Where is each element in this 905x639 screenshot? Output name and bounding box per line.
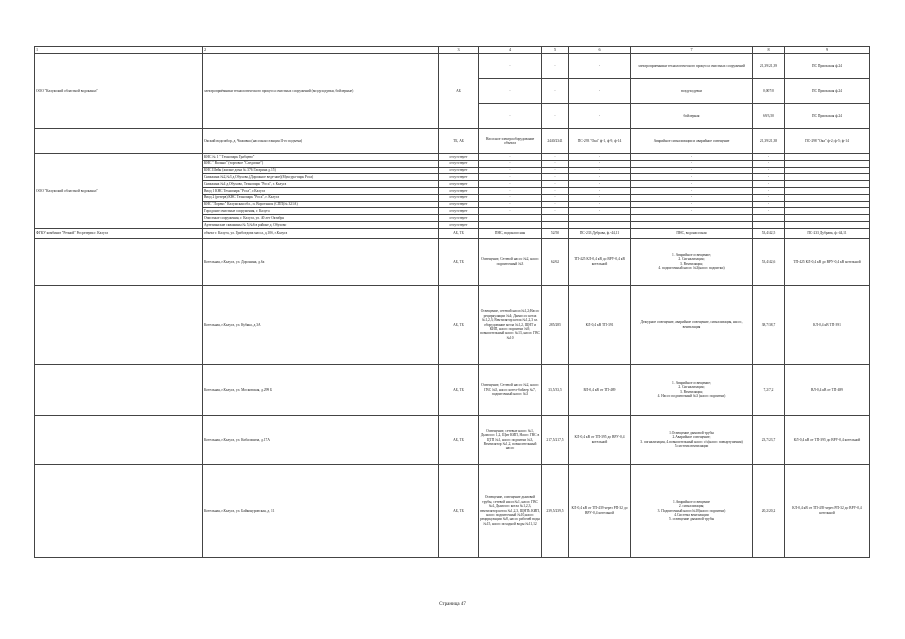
table-cell bbox=[35, 285, 203, 364]
table-cell: Окский водозабор, д. Чижовка (насосная станция II-го подъема) bbox=[203, 129, 439, 154]
table-cell: ПНС, водонасосная bbox=[631, 228, 753, 238]
table-cell: - bbox=[542, 174, 569, 181]
table-cell: - bbox=[479, 208, 542, 215]
table-cell: отсутствует bbox=[439, 221, 479, 228]
table-cell bbox=[785, 154, 870, 161]
table-cell: Котельная, г.Калуга, ул. Доронина, д.6а bbox=[203, 238, 439, 285]
table-cell: - bbox=[479, 187, 542, 194]
table-cell: ВЛ-0,4 кВ от ТП-489 bbox=[569, 364, 631, 415]
table-cell: 0,007/0 bbox=[753, 79, 785, 104]
table-cell: - bbox=[631, 187, 753, 194]
table-cell: - bbox=[569, 187, 631, 194]
table-cell: 52/50 bbox=[542, 228, 569, 238]
table-cell bbox=[785, 201, 870, 208]
table-cell: АБ, ТБ bbox=[439, 464, 479, 557]
table-cell: КЛ-0,4 кВ ТП-391 bbox=[569, 285, 631, 364]
table-cell: - bbox=[569, 208, 631, 215]
table-row bbox=[35, 154, 870, 161]
table-cell bbox=[569, 221, 631, 228]
table-cell: отсутствует bbox=[439, 181, 479, 188]
table-cell: - bbox=[542, 187, 569, 194]
table-cell: - bbox=[542, 79, 569, 104]
table-cell: - bbox=[631, 194, 753, 201]
table-cell: ПС-293 "Ока" ф-1, ф-9, ф-14 bbox=[569, 129, 631, 154]
table-cell: КЛ-0,4 кВ от ТП-395 до ВРУ-0,4 котельной bbox=[785, 415, 870, 464]
table-cell bbox=[785, 174, 870, 181]
table-cell: - bbox=[542, 104, 569, 129]
table-cell: электроприемники технологического процесса очистных сооружений bbox=[631, 54, 753, 79]
table-cell bbox=[569, 215, 631, 222]
table-cell: - bbox=[542, 167, 569, 174]
table-cell: ТП-425 КЛ-0,4 кВ до ВРУ-0,4 кВ котельной bbox=[785, 238, 870, 285]
table-cell: - bbox=[631, 154, 753, 161]
column-header: 5 bbox=[542, 47, 569, 54]
table-cell: - bbox=[479, 167, 542, 174]
column-header: 3 bbox=[439, 47, 479, 54]
table-cell: отсутствует bbox=[439, 187, 479, 194]
table-cell: 2440/2341 bbox=[542, 129, 569, 154]
table-row bbox=[35, 228, 870, 238]
table-cell: АБ, ТБ bbox=[439, 228, 479, 238]
table-cell: - bbox=[753, 194, 785, 201]
table-cell bbox=[35, 129, 203, 154]
table-cell: ПС-233 Дубрава, ф.-44,11 bbox=[785, 228, 870, 238]
table-cell: - bbox=[569, 154, 631, 161]
table-cell: КЛ-0,4 кВ от ТП-439 через РП-32 до ВРУ-0,4 котельной bbox=[569, 464, 631, 557]
table-cell: АБ, ТБ bbox=[439, 415, 479, 464]
table-cell: АБ bbox=[439, 54, 479, 129]
organization-cell: ФГКУ комбинат "Речной" Росрезерва г. Калуга bbox=[35, 228, 203, 238]
table-cell bbox=[785, 160, 870, 167]
table-cell: ПС Приокская ф.24 bbox=[785, 54, 870, 79]
table-cell: Ввод 1 КНС Технопарк "Роса", г.Калуга bbox=[203, 187, 439, 194]
table-cell: - bbox=[753, 201, 785, 208]
table-cell bbox=[785, 208, 870, 215]
table-cell: - bbox=[479, 154, 542, 161]
table-cell: - bbox=[753, 160, 785, 167]
table-cell: - bbox=[631, 160, 753, 167]
table-cell: ТБ, АБ bbox=[439, 129, 479, 154]
table-cell: - bbox=[479, 194, 542, 201]
table-cell: - bbox=[479, 104, 542, 129]
table-cell: - bbox=[753, 187, 785, 194]
table-cell: - bbox=[631, 181, 753, 188]
table-row bbox=[35, 238, 870, 285]
table-cell: - bbox=[569, 194, 631, 201]
table-cell bbox=[753, 221, 785, 228]
table-cell: электроприёмники технологического процесса очистных сооружений (воздуходувки, бойлерные) bbox=[203, 54, 439, 129]
table-cell: - bbox=[753, 174, 785, 181]
table-cell: Скважина №4 д.Обухово, Технопарк "Роса", г. Калуга bbox=[203, 181, 439, 188]
table-cell: - bbox=[479, 79, 542, 104]
table-cell bbox=[753, 215, 785, 222]
table-cell: - bbox=[542, 201, 569, 208]
table-cell: - bbox=[569, 160, 631, 167]
table-row bbox=[35, 464, 870, 557]
table-cell: КЛ-0,4 кВ от ТП-439 через РП-32 до ВРУ-0,4 котельной bbox=[785, 464, 870, 557]
table-cell: КНС № 1 " Технопарк Грабцево" bbox=[203, 154, 439, 161]
table-cell: воздуходувки bbox=[631, 79, 753, 104]
table-cell: - bbox=[569, 104, 631, 129]
table-cell bbox=[479, 215, 542, 222]
table-cell: - bbox=[631, 167, 753, 174]
table-cell: Артезианские скважины № 5,№6 в районе д. Обухово bbox=[203, 221, 439, 228]
table-cell: Котельная, г.Калуга, ул. Байконуровская, д. 11 bbox=[203, 464, 439, 557]
column-header: 6 bbox=[569, 47, 631, 54]
table-cell bbox=[785, 181, 870, 188]
table-cell: ПС Приокская ф.24 bbox=[785, 104, 870, 129]
column-header: 4 bbox=[479, 47, 542, 54]
table-cell: Насосное электрооборудование объекта bbox=[479, 129, 542, 154]
column-header: 7 bbox=[631, 47, 753, 54]
table-cell bbox=[785, 215, 870, 222]
table-cell: Скважина №2,№3 д.Обухово,(Дорожное веде-ние)(Муксура-парк Роса) bbox=[203, 174, 439, 181]
table-cell: Аварийное сигнализации и аварийное освещение bbox=[631, 129, 753, 154]
table-cell: 21,39/21,39 bbox=[753, 54, 785, 79]
table-cell: Освещение, Сетевой насос №2, насос ГВС №5, насос котел-бойлер №7, подпиточный насос №3 bbox=[479, 364, 542, 415]
table-cell: - bbox=[542, 181, 569, 188]
table-cell: 285/285 bbox=[542, 285, 569, 364]
table-cell: отсутствует bbox=[439, 215, 479, 222]
table-cell: - bbox=[569, 79, 631, 104]
column-header: 9 bbox=[785, 47, 870, 54]
table-cell: ПС-298 "Ока" ф-2; ф-5; ф-14 bbox=[785, 129, 870, 154]
table-row bbox=[35, 364, 870, 415]
table-cell: КЛ-0,4 кВ от ТП-395 до ВРУ-0,4 котельной bbox=[569, 415, 631, 464]
table-cell bbox=[785, 221, 870, 228]
table-cell: ПС-233 Дубрава, ф.-44,11 bbox=[569, 228, 631, 238]
table-cell bbox=[542, 221, 569, 228]
table-row bbox=[35, 415, 870, 464]
table-cell bbox=[35, 464, 203, 557]
header-row bbox=[35, 47, 870, 54]
table-cell: - bbox=[542, 154, 569, 161]
table-cell: 1.Аварийное освещение 2. сигнализация; 3. Подпиточный насос№10(насос подпитки) 4.Система вентиляции 5. освещение дымовой трубы bbox=[631, 464, 753, 557]
table-cell: отсутствует bbox=[439, 167, 479, 174]
table-cell: Городские очистные сооружения, г. Калуга bbox=[203, 208, 439, 215]
table-cell: - bbox=[569, 201, 631, 208]
table-cell: Освещение, Сетевой насос №2, насос подпиточный №3 bbox=[479, 238, 542, 285]
table-cell bbox=[542, 215, 569, 222]
table-cell: Освещение, сетевые насос №1, Дымосос 1,2, Щит КИП, Насос ГВС в ЦТП №1, насос подпитки №3, Вентилятор №1,2, повысительный насос bbox=[479, 415, 542, 464]
page-number: Страница 47 bbox=[439, 602, 466, 607]
table-cell: - bbox=[542, 54, 569, 79]
table-cell: Освещение, сетевой насос№1,2;Насос рециркуляции №4; Дымосос котла №1,2,3; Вентилятор котла №1,2,3 эл. оборудование котла №1,2, ЩНТ и КИП, насос подпитки №9, повысительный насос №13, насос ГВС №10 bbox=[479, 285, 542, 364]
table-cell: отсутствует bbox=[439, 160, 479, 167]
table-cell: 1. Аварийное освещение; 2. Сигнализация; 3. Вентиляция; 4. подпиточный насос №3(насос подпитки) bbox=[631, 238, 753, 285]
table-cell: Котельная, г.Калуга, ул. Московская, д.299 Б bbox=[203, 364, 439, 415]
table-cell: 239,5/239,5 bbox=[542, 464, 569, 557]
column-header: 8 bbox=[753, 47, 785, 54]
table-cell: - bbox=[569, 174, 631, 181]
table-cell: 38,7/38,7 bbox=[753, 285, 785, 364]
table-cell: отсутствует bbox=[439, 194, 479, 201]
table-cell: - bbox=[753, 181, 785, 188]
table-cell: Очистные сооружения, г. Калуга, ул. 40 лет Октября bbox=[203, 215, 439, 222]
table-cell: 21,39/21,38 bbox=[753, 129, 785, 154]
table-cell: 20,2/20,2 bbox=[753, 464, 785, 557]
table-row bbox=[35, 129, 870, 154]
table-cell bbox=[785, 187, 870, 194]
table-cell: КНС Шейн (жилые дома № 376 Гагарина д.15) bbox=[203, 167, 439, 174]
organization-cell: ООО "Калужский областной водоканал" bbox=[35, 54, 203, 129]
table-cell: - bbox=[479, 181, 542, 188]
table-cell: - bbox=[479, 201, 542, 208]
table-cell: 217,5/217,5 bbox=[542, 415, 569, 464]
table-cell: - bbox=[753, 167, 785, 174]
table-cell: - bbox=[569, 181, 631, 188]
table-cell: КЛ-0,4 кВ ТП-391 bbox=[785, 285, 870, 364]
table-cell: Ввод 2 (резерв) КНС Технопарк "Роса", г. Калуга bbox=[203, 194, 439, 201]
table-cell: ПС Приокская ф.24 bbox=[785, 79, 870, 104]
table-cell: АБ, ТБ bbox=[439, 238, 479, 285]
table-cell: - bbox=[631, 201, 753, 208]
table-cell: - bbox=[479, 160, 542, 167]
table-cell: бойлерная bbox=[631, 104, 753, 129]
table-cell: - bbox=[753, 208, 785, 215]
table-cell: ТП-425 КЛ-0,4 кВ до ВРУ-0,4 кВ котельной bbox=[569, 238, 631, 285]
column-header: 2 bbox=[203, 47, 439, 54]
table-cell: - bbox=[479, 174, 542, 181]
table-row bbox=[35, 54, 870, 79]
table-cell: 53,4/42,5 bbox=[753, 228, 785, 238]
table-cell bbox=[35, 364, 203, 415]
table-cell: - bbox=[569, 54, 631, 79]
table-cell: - bbox=[479, 54, 542, 79]
table-cell: - bbox=[569, 167, 631, 174]
table-row bbox=[35, 285, 870, 364]
table-cell: - bbox=[753, 154, 785, 161]
organization-cell: ООО "Калужский областной водоканал" bbox=[35, 154, 203, 229]
table-cell: 1.Освещение дымовой трубы 2.Аварийное освещение; 3. сигнализация, 4.повысительный насос с/х(насос повыртушения) 5.система вентиляции bbox=[631, 415, 753, 464]
table-cell: отсутствует bbox=[439, 154, 479, 161]
table-cell: АБ, ТБ bbox=[439, 285, 479, 364]
table-cell bbox=[479, 221, 542, 228]
table-cell: ПНС, водонасосная bbox=[479, 228, 542, 238]
table-cell: 33,5/33,5 bbox=[542, 364, 569, 415]
table-cell: ВЛ-0,4 кВ от ТП-489 bbox=[785, 364, 870, 415]
table-cell: объект г. Калуга, ул. Грибоедова масса, д.10б, г.Калуга bbox=[203, 228, 439, 238]
table-cell: 1. Аварийное освещение; 2. Сигнализация; 3. Вентиляция; 4. Насос подпиточный №3 (насос подпитки) bbox=[631, 364, 753, 415]
table-cell: 53,4/42,6 bbox=[753, 238, 785, 285]
table-cell: - bbox=[631, 208, 753, 215]
table-cell: Котельная, г.Калуга, ул. Кубяка, д.3А bbox=[203, 285, 439, 364]
table-cell bbox=[631, 215, 753, 222]
table-cell: - bbox=[542, 160, 569, 167]
table-cell bbox=[35, 415, 203, 464]
table-cell bbox=[631, 221, 753, 228]
column-header: 1 bbox=[35, 47, 203, 54]
table-cell bbox=[785, 167, 870, 174]
power-supply-table bbox=[34, 46, 870, 558]
table-cell: отсутствует bbox=[439, 208, 479, 215]
table-cell bbox=[785, 194, 870, 201]
table-cell: - bbox=[542, 194, 569, 201]
table-cell: 7,2/7,2 bbox=[753, 364, 785, 415]
table-cell: АБ, ТБ bbox=[439, 364, 479, 415]
table-cell: 62/62 bbox=[542, 238, 569, 285]
table-cell: КНС " Вольно" (торговое "Следопыт") bbox=[203, 160, 439, 167]
table-cell: 23,7/23,7 bbox=[753, 415, 785, 464]
table-cell: отсутствует bbox=[439, 174, 479, 181]
table-cell: - bbox=[631, 174, 753, 181]
table-cell: Дежурное освещение, аварийное освещение, сигнализация, насос, вентиляция bbox=[631, 285, 753, 364]
table-cell: 69/3,50 bbox=[753, 104, 785, 129]
table-cell bbox=[35, 238, 203, 285]
table-cell: отсутствует bbox=[439, 201, 479, 208]
table-cell: Освещение, освещение дымовой трубы, сетевой насос№1, насос ГВС №4, Дымосос котла №1,2,3, вентилятор котла №1,2,3, ЩНТЬ КИП, насос подпиточный №10,насос рециркуляции №8, насос рабочей воды №15, насос исходной воды №11,12 bbox=[479, 464, 542, 557]
table-cell: Котельная, г.Калуга, ул. Кибальчича, д.17А bbox=[203, 415, 439, 464]
table-cell: КНС "Лоренс" Калужская обл., п. Воротынск (СПП(№ 321А) bbox=[203, 201, 439, 208]
document-sheet bbox=[34, 46, 869, 558]
table-cell: - bbox=[542, 208, 569, 215]
